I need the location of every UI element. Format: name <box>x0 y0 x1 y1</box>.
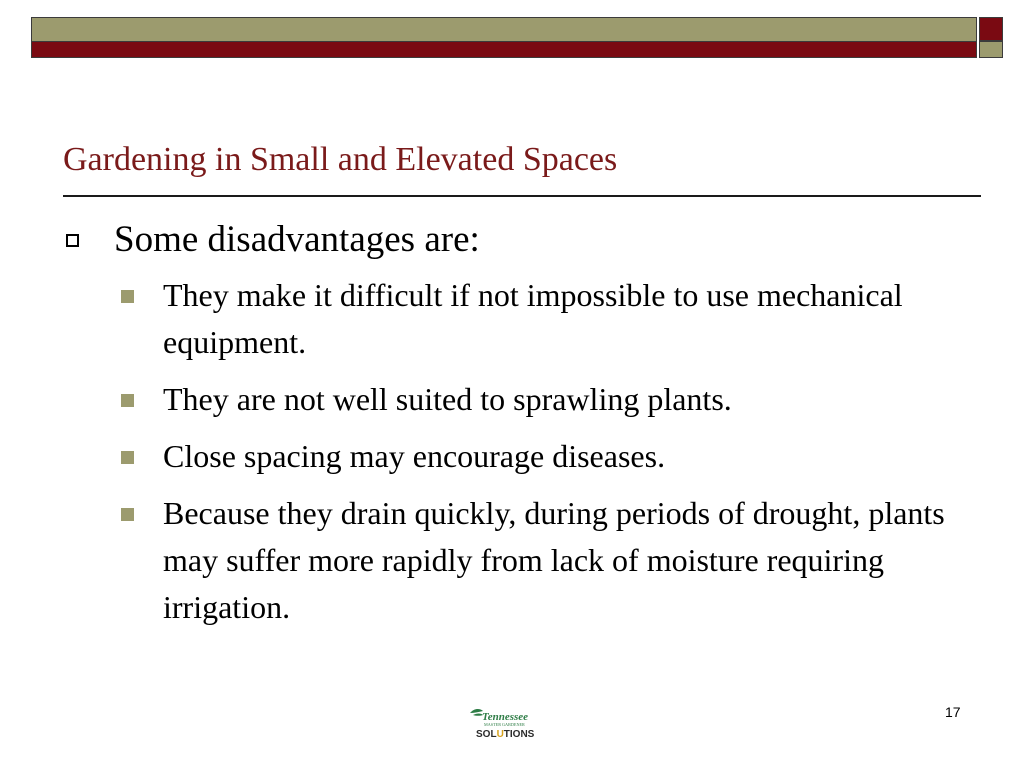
sub-bullet-item <box>66 490 973 631</box>
banner-corner-maroon-square <box>979 17 1003 41</box>
banner-olive-bar <box>31 17 977 41</box>
hollow-square-icon <box>66 234 79 247</box>
filled-square-icon <box>121 394 134 407</box>
bullet-level1-text: Some disadvantages are: <box>114 219 480 260</box>
sub-bullet-text: Because they drain quickly, during periods of drought, plants may suffer more rapidly from lack of moisture requiring irrigation. <box>163 495 945 625</box>
sub-bullet-item <box>66 272 973 366</box>
bullet-level1 <box>66 214 976 266</box>
slide-title: Gardening in Small and Elevated Spaces <box>63 141 618 178</box>
filled-square-icon <box>121 451 134 464</box>
sub-bullet-list <box>66 272 976 631</box>
filled-square-icon <box>121 508 134 521</box>
slide-body <box>66 214 976 641</box>
tennessee-master-gardener-logo <box>467 706 537 742</box>
logo-line3-mark: U <box>496 729 504 740</box>
logo-line1: Tennessee <box>482 711 529 723</box>
sub-bullet-item <box>66 376 973 423</box>
title-divider <box>63 195 981 197</box>
banner-maroon-bar <box>31 41 977 58</box>
sub-bullet-text: They are not well suited to sprawling plants. <box>163 381 732 417</box>
sub-bullet-item <box>66 433 973 480</box>
sub-bullet-text: They make it difficult if not impossible to use mechanical equipment. <box>163 277 903 360</box>
sub-bullet-text: Close spacing may encourage diseases. <box>163 438 666 474</box>
page-number: 17 <box>945 704 961 720</box>
filled-square-icon <box>121 290 134 303</box>
logo-line2: MASTER GARDENER <box>484 722 525 727</box>
logo-line3-part1: SOL <box>476 729 497 740</box>
banner-corner-olive-square <box>979 41 1003 58</box>
logo-line3 <box>476 729 535 740</box>
logo-line3-part2: TIONS <box>503 729 535 740</box>
